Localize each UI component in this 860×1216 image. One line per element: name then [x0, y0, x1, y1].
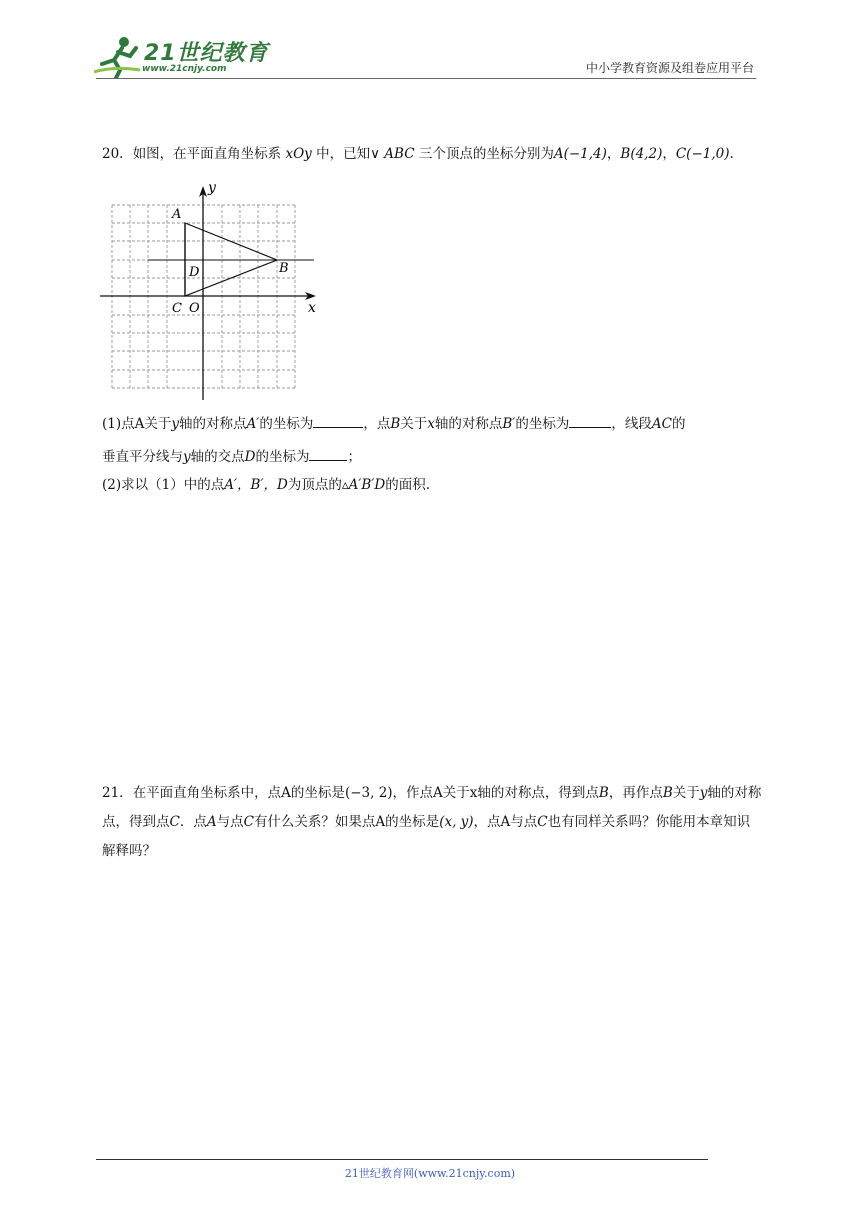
- logo-url: www.21cnjy.com: [142, 64, 227, 74]
- stem-text: 中，已知∨: [316, 146, 380, 162]
- site-logo: [94, 34, 294, 78]
- page-header: [0, 0, 860, 80]
- question-number: 20．: [102, 146, 133, 162]
- label-a: A: [172, 207, 182, 222]
- q21-text: ．点: [179, 814, 207, 830]
- part1-text: 的坐标为: [255, 449, 310, 465]
- footer-link[interactable]: 21世纪教育网(www.21cnjy.com): [344, 1167, 516, 1180]
- part2-text: (2)求以（1）中的点: [102, 477, 225, 493]
- stem-text: 三个顶点的坐标分别为: [418, 146, 554, 162]
- stem-math: xOy: [285, 146, 312, 162]
- logo-text: 21世纪教育: [144, 41, 269, 66]
- q21-text: 与点: [216, 814, 244, 830]
- part2-math: ▵A′B′D: [341, 477, 386, 493]
- q21-math: C: [537, 814, 548, 830]
- q21-math: y: [699, 785, 708, 801]
- part1-text: 轴的对称点: [434, 416, 503, 432]
- q21-math: (x, y): [439, 814, 474, 830]
- q21-text: 关于: [672, 785, 700, 801]
- part1-text: 关于: [400, 416, 428, 432]
- question-20-stem: [102, 143, 762, 165]
- question-20-part-2: [102, 474, 762, 496]
- q21-text: 也有同样关系吗？你能用本章知识解释吗？: [102, 814, 751, 859]
- part1-math: B′: [502, 416, 516, 432]
- answer-blank[interactable]: [309, 446, 347, 461]
- part2-text: 的面积.: [385, 477, 431, 493]
- part1-text: ，线段: [611, 416, 652, 432]
- label-c: C: [172, 301, 182, 316]
- part1-text: 的: [671, 416, 686, 432]
- stem-text: 如图，在平面直角坐标系: [132, 146, 282, 162]
- axis-label-y: y: [208, 180, 216, 196]
- part2-math: A′，B′，D: [224, 477, 288, 493]
- q21-math: B: [662, 785, 673, 801]
- part1-text: 的坐标为: [259, 416, 314, 432]
- q21-math: B: [598, 785, 609, 801]
- part1-math: x: [427, 416, 435, 432]
- axis-label-x: x: [308, 300, 316, 316]
- q21-math: A: [206, 814, 217, 830]
- runner-logo-icon: [94, 34, 142, 78]
- part1-text: 轴的对称点: [179, 416, 247, 432]
- part1-math: D: [244, 449, 256, 465]
- point-b: B(4,2): [620, 146, 663, 162]
- part1-text: 的坐标为: [515, 416, 570, 432]
- q21-math: (−3, 2): [344, 785, 393, 801]
- question-21: [102, 779, 762, 866]
- label-o: O: [189, 301, 200, 316]
- answer-blank[interactable]: [569, 413, 611, 428]
- q21-text: 有什么关系？如果点A的坐标是: [253, 814, 440, 830]
- period: .: [729, 146, 734, 162]
- q21-text: ，再作点: [608, 785, 663, 801]
- part1-math: y: [171, 416, 180, 432]
- q21-math: C: [243, 814, 254, 830]
- part1-math: AC: [651, 416, 672, 432]
- part1-text: 轴的交点: [190, 449, 245, 465]
- question-20-part-1: [102, 408, 762, 474]
- coordinate-figure: [96, 178, 326, 408]
- part1-text: ，点: [363, 416, 391, 432]
- part1-math: A′: [246, 416, 260, 432]
- label-b: B: [279, 261, 289, 276]
- part1-math: B: [390, 416, 401, 432]
- part1-text: ；: [347, 449, 361, 465]
- q21-math: C: [169, 814, 180, 830]
- separator: ，: [662, 146, 676, 162]
- q21-text: ，作点A关于x轴的对称点，得到点: [392, 785, 599, 801]
- answer-blank[interactable]: [313, 413, 363, 428]
- header-platform-text: 中小学教育资源及组卷应用平台: [585, 61, 754, 75]
- stem-math: ABC: [384, 146, 415, 162]
- q21-text: ，点A与点: [473, 814, 538, 830]
- coordinate-grid-diagram: [96, 178, 326, 408]
- footer-divider: [96, 1159, 708, 1160]
- point-c: C(−1,0): [675, 146, 730, 162]
- point-a: A(−1,4): [553, 146, 607, 162]
- part2-text: 为顶点的: [287, 477, 342, 493]
- q21-text: 在平面直角坐标系中，点A的坐标是: [132, 785, 345, 801]
- header-divider: [96, 78, 756, 79]
- label-d: D: [189, 265, 200, 280]
- part1-text: 垂直平分线与: [102, 449, 183, 465]
- separator: ，: [606, 146, 621, 162]
- part1-math: y: [183, 449, 191, 465]
- question-number: 21．: [102, 785, 133, 801]
- part1-text: (1)点A关于: [102, 416, 172, 432]
- q21-text: 轴的对称点，得到点: [102, 785, 762, 830]
